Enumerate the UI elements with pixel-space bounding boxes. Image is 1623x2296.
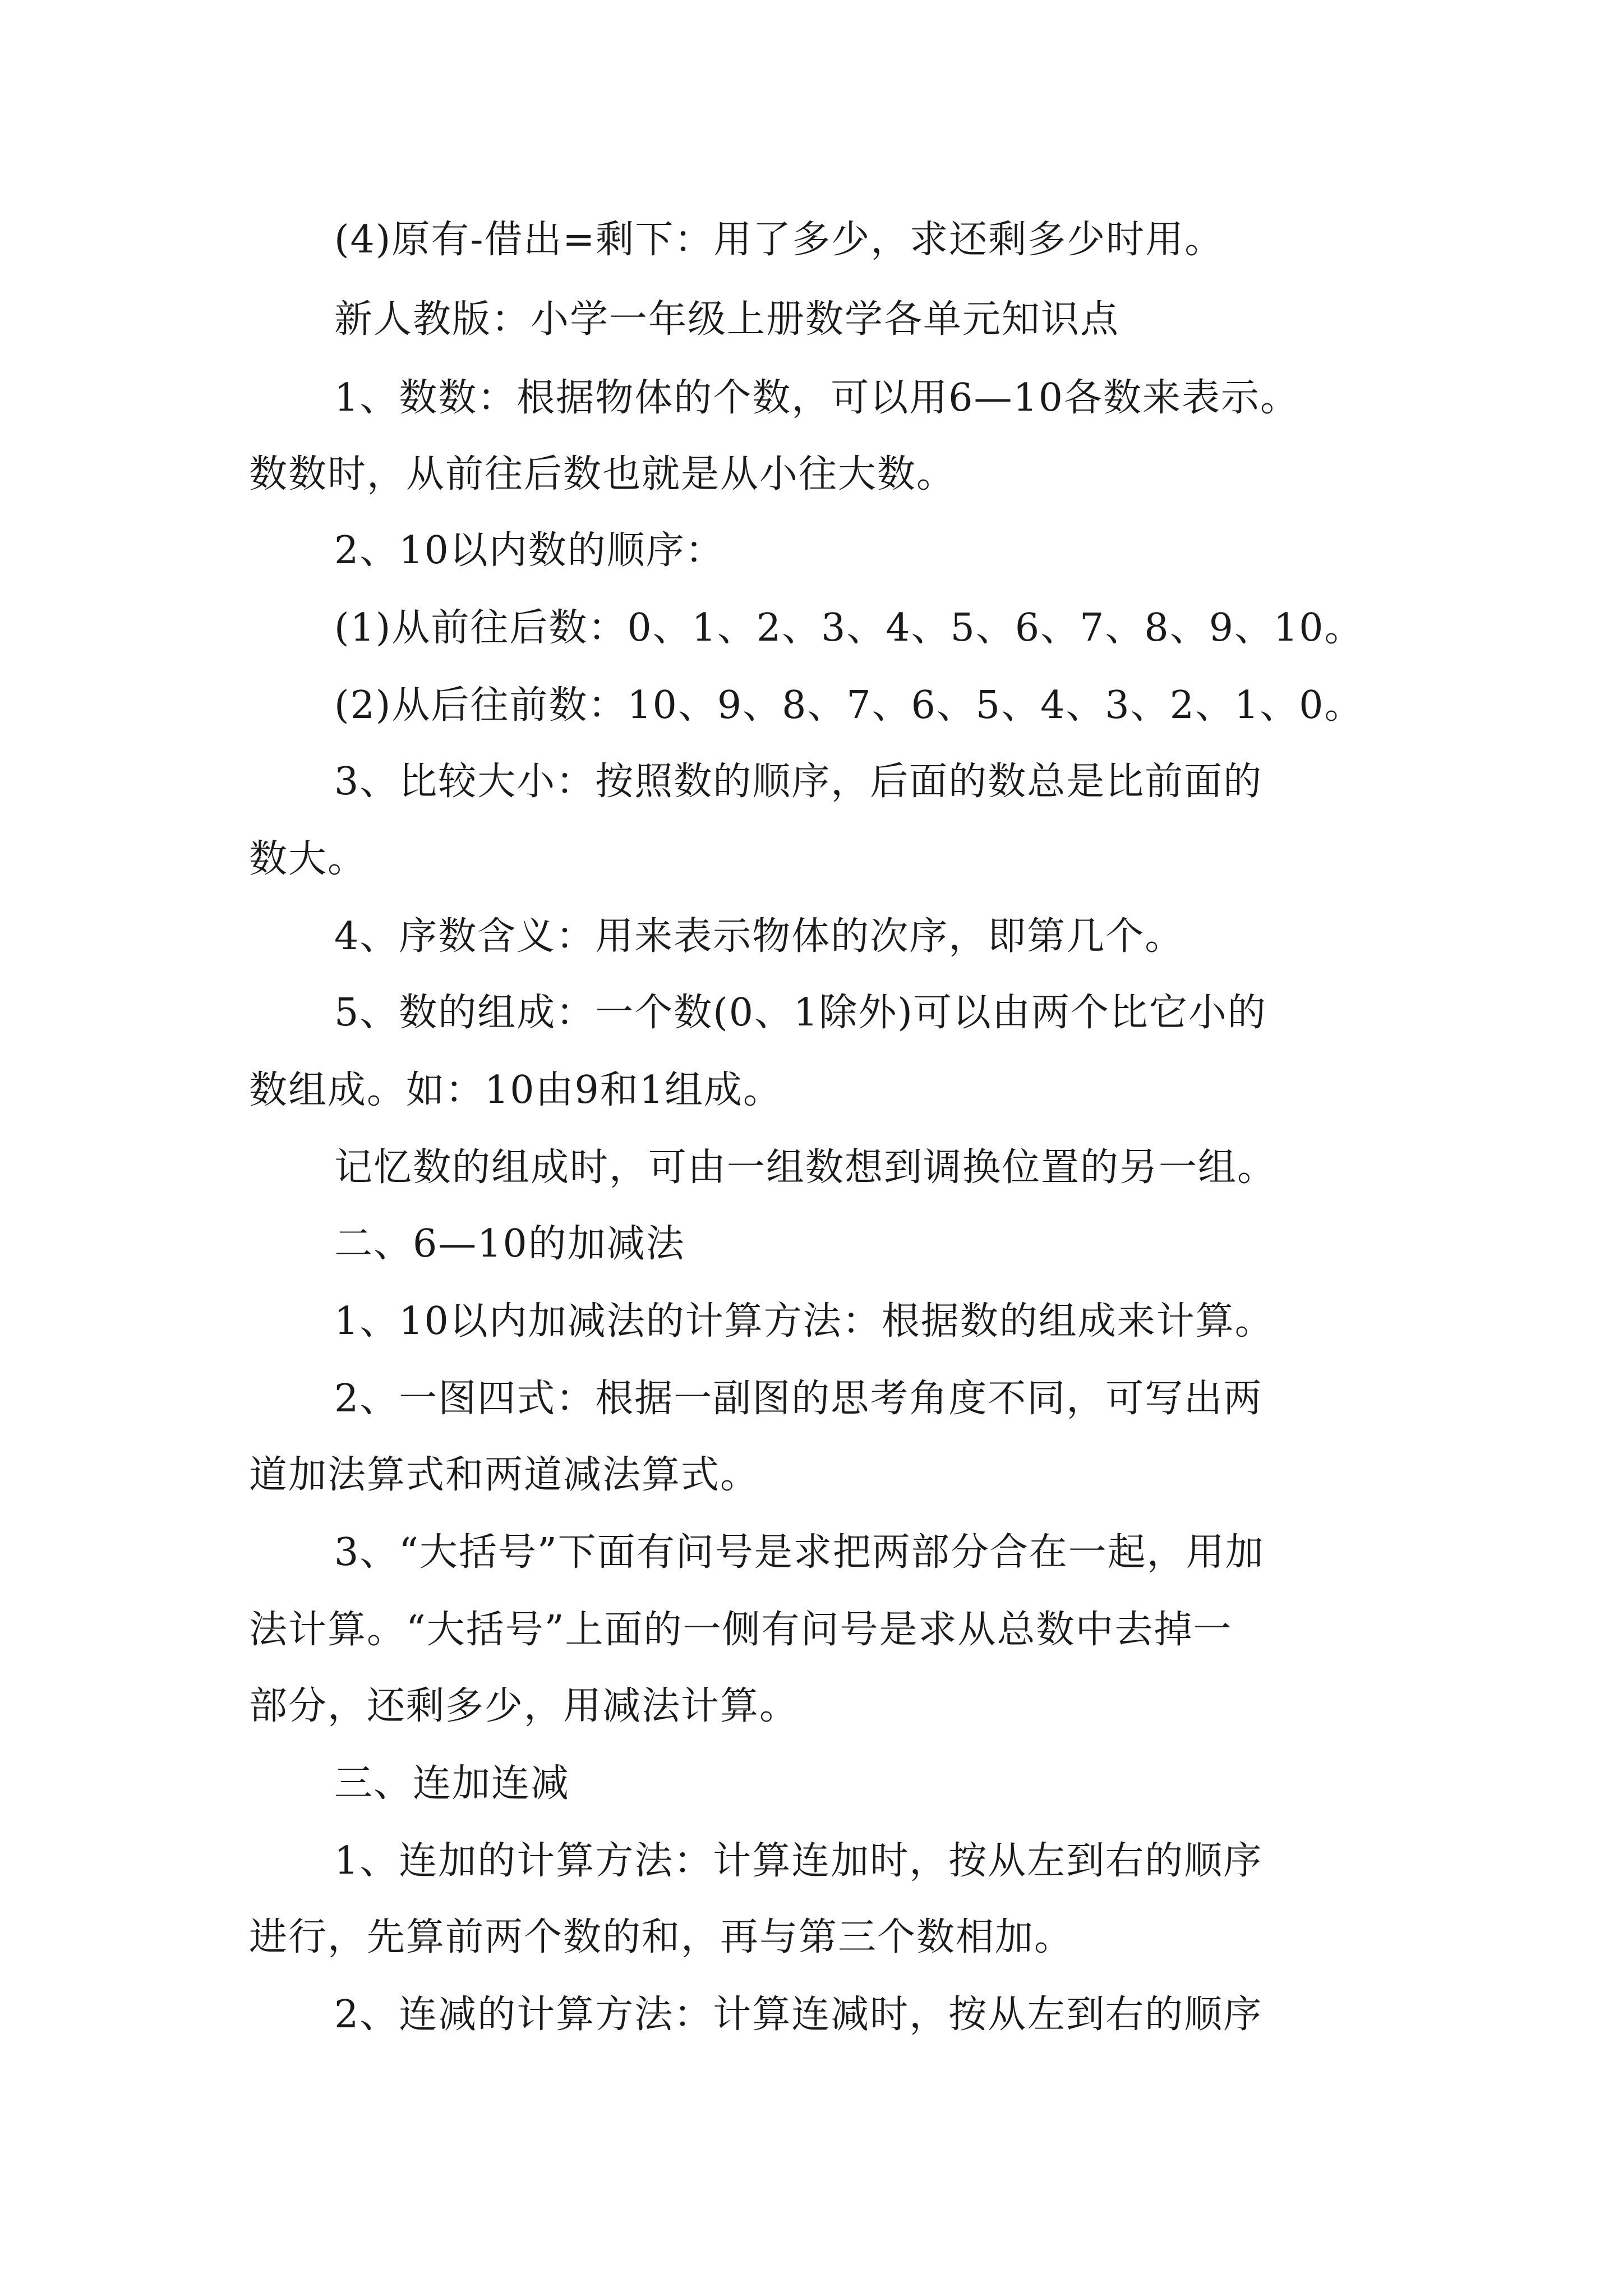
section-heading-2: 二、6—10的加减法 [334,1222,685,1266]
text-line-1: (4)原有-借出=剩下：用了多少，求还剩多少时用。 [334,218,1224,262]
text-line-17: 道加法算式和两道减法算式。 [249,1453,760,1497]
text-line-2: 新人教版：小学一年级上册数学各单元知识点 [334,297,1120,342]
text-line-9: 数大。 [249,837,367,881]
text-line-20: 部分，还剩多少，用减法计算。 [249,1684,799,1728]
text-line-24: 2、连减的计算方法：计算连减时，按从左到右的顺序 [334,1993,1263,2037]
text-line-18: 3、“大括号”下面有问号是求把两部分合在一起，用加 [334,1530,1265,1575]
text-line-16: 2、一图四式：根据一副图的思考角度不同，可写出两 [334,1377,1263,1421]
text-line-6: (1)从前往后数：0、1、2、3、4、5、6、7、8、9、10。 [334,606,1364,650]
section-heading-3: 三、连加连减 [334,1761,570,1806]
text-line-3: 1、数数：根据物体的个数，可以用6—10各数来表示。 [334,376,1300,420]
text-line-22: 1、连加的计算方法：计算连加时，按从左到右的顺序 [334,1839,1263,1883]
text-line-15: 1、10以内加减法的计算方法：根据数的组成来计算。 [334,1299,1274,1343]
text-line-13: 记忆数的组成时，可由一组数想到调换位置的另一组。 [334,1145,1277,1190]
text-line-5: 2、10以内数的顺序： [334,528,725,573]
text-line-12: 数组成。如：10由9和1组成。 [249,1068,783,1112]
text-line-4: 数数时，从前往后数也就是从小往大数。 [249,452,956,496]
text-line-8: 3、比较大小：按照数的顺序，后面的数总是比前面的 [334,760,1263,804]
text-line-23: 进行，先算前两个数的和，再与第三个数相加。 [249,1915,1074,1959]
text-line-10: 4、序数含义：用来表示物体的次序，即第几个。 [334,914,1184,959]
text-line-7: (2)从后往前数：10、9、8、7、6、5、4、3、2、1、0。 [334,683,1364,728]
text-line-11: 5、数的组成：一个数(0、1除外)可以由两个比它小的 [334,991,1267,1035]
text-line-19: 法计算。“大括号”上面的一侧有问号是求从总数中去掉一 [249,1608,1233,1652]
